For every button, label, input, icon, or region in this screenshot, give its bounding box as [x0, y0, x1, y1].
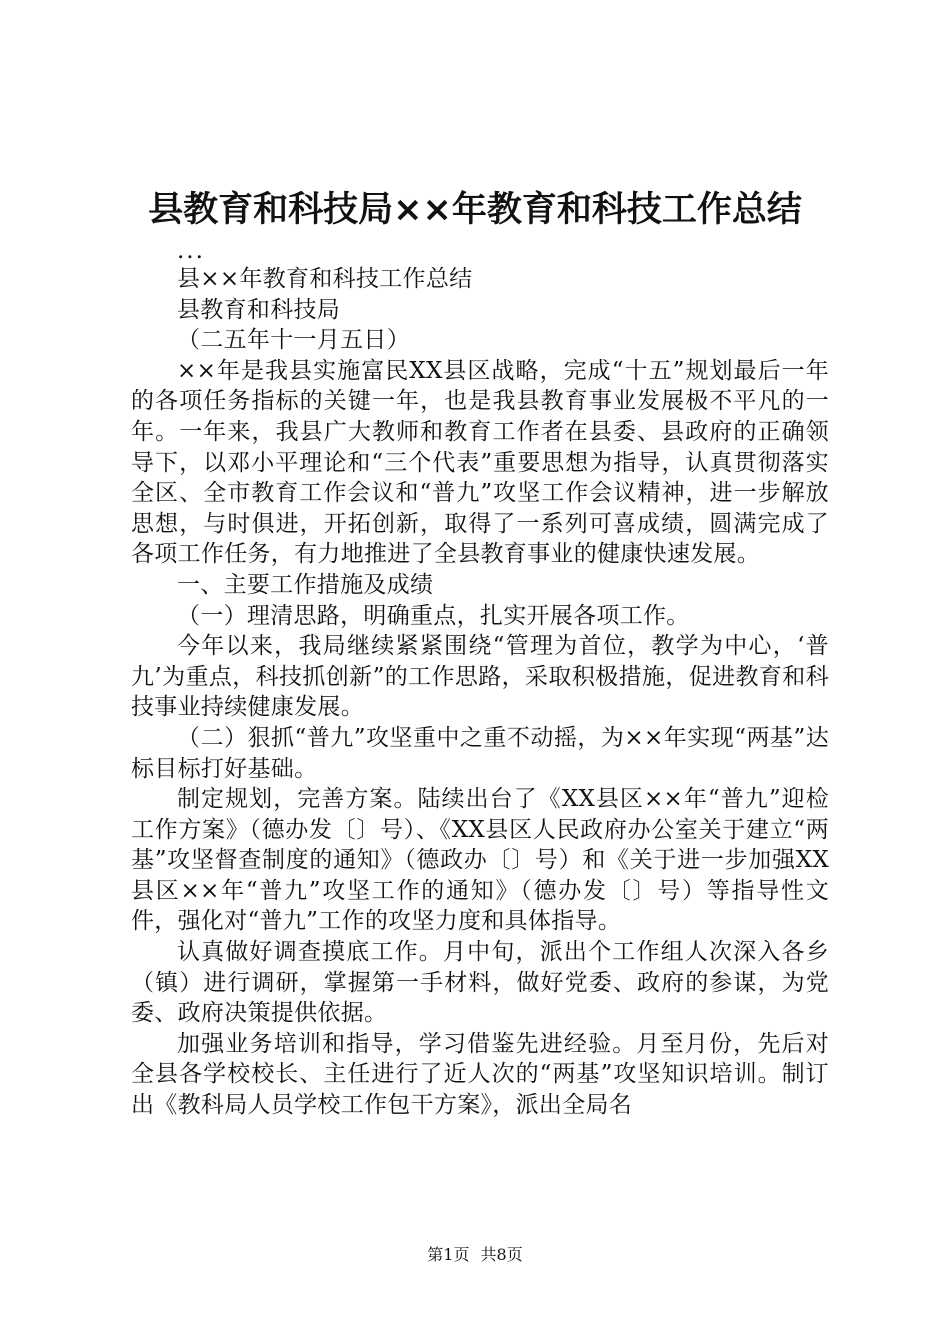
subtitle: 县××年教育和科技工作总结	[177, 266, 473, 292]
subsection-heading: （二）狠抓“普九”攻坚重中之重不动摇，为××年实现“两基”达标目标打好基础。	[131, 724, 829, 782]
body-paragraph: 今年以来，我局继续紧紧围绕“管理为首位，教学为中心，‘普九’为重点，科技抓创新”的工作思路，采取积极措施，促进教育和科技事业持续健康发展。	[131, 633, 829, 721]
page-number: 第1页	[427, 1245, 470, 1264]
body-paragraph: 认真做好调查摸底工作。月中旬，派出个工作组人次深入各乡（镇）进行调研，掌握第一手材料，做好党委、政府的参谋，为党委、政府决策提供依据。	[131, 939, 829, 1027]
body-paragraph: 制定规划，完善方案。陆续出台了《XX县区××年“普九”迎检工作方案》（德办发〔〕号）、《XX县区人民政府办公室关于建立“两基”攻坚督查制度的通知》（德政办〔〕号）和《关于进一步加强XX县区××年“普九”攻坚工作的通知》（德办发〔〕号）等指导性文件，强化对“普九”工作的攻坚力度和具体指导。	[131, 786, 829, 935]
page-total: 共8页	[480, 1245, 523, 1264]
date-line: （二五年十一月五日）	[177, 327, 410, 354]
body-paragraph: 加强业务培训和指导，学习借鉴先进经验。月至月份，先后对全县各学校校长、主任进行了近人次的“两基”攻坚知识培训。制订出《教科局人员学校工作包干方案》，派出全局名	[131, 1030, 829, 1119]
ellipsis-marker: ...	[177, 238, 205, 264]
section-heading: 一、主要工作措施及成绩	[177, 571, 434, 598]
document-body	[131, 238, 829, 1121]
page-footer	[0, 1244, 950, 1266]
subsection-heading: （一）理清思路，明确重点，扎实开展各项工作。	[177, 602, 690, 629]
issuer: 县教育和科技局	[177, 296, 341, 323]
body-paragraph: ××年是我县实施富民XX县区战略，完成“十五”规划最后一年的各项任务指标的关键一年，也是我县教育事业发展极不平凡的一年。一年来，我县广大教师和教育工作者在县委、县政府的正确领导下，以邓小平理论和“三个代表”重要思想为指导，认真贯彻落实全区、全市教育工作会议和“普九”攻坚工作会议精神，进一步解放思想，与时俱进，开拓创新，取得了一系列可喜成绩，圆满完成了各项工作任务，有力地推进了全县教育事业的健康快速发展。	[131, 357, 829, 568]
document-title: 县教育和科技局××年教育和科技工作总结	[148, 190, 802, 230]
